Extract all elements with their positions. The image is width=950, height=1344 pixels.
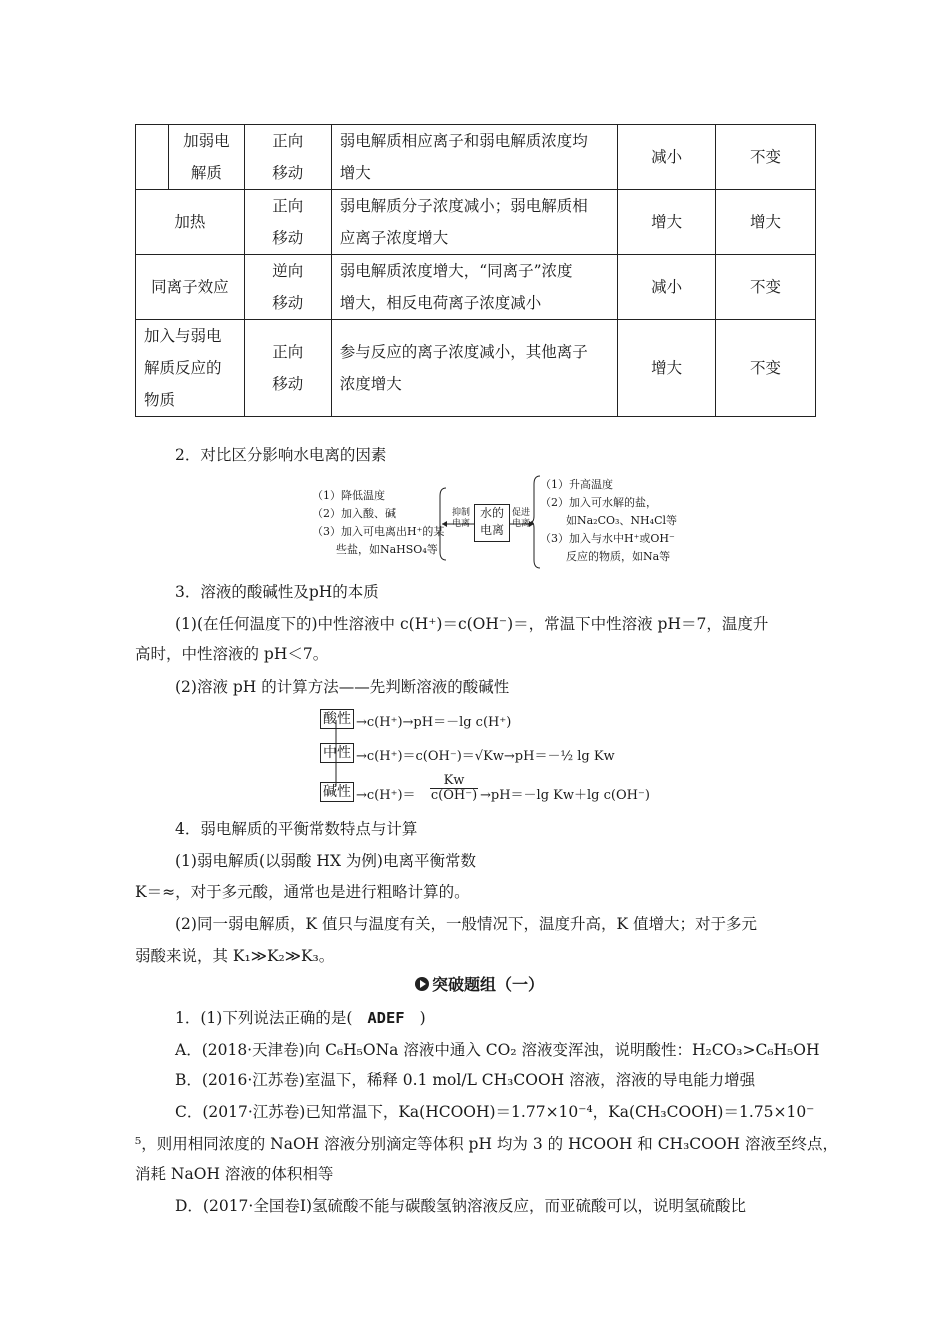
- base-label: 碱性: [320, 782, 354, 802]
- table-cell: 弱电解质分子浓度减小；弱电解质相 应离子浓度增大: [331, 190, 618, 255]
- diagram-text: （3）加入可电离出H⁺的某: [312, 525, 445, 538]
- table-cell: 增大: [618, 320, 716, 417]
- option-c-cont: 消耗 NaOH 溶液的体积相等: [135, 1165, 334, 1183]
- table-cell: 参与反应的离子浓度减小，其他离子 浓度增大: [331, 320, 618, 417]
- diagram-text: （3）加入与水中H⁺或OH⁻: [540, 532, 675, 545]
- table-cell: [136, 125, 169, 190]
- paragraph: K＝≈，对于多元酸，通常也是进行粗略计算的。: [135, 883, 470, 901]
- neutral-label: 中性: [320, 743, 354, 763]
- diagram-text: 些盐，如NaHSO₄等: [336, 543, 438, 556]
- table-cell: 增大: [716, 190, 816, 255]
- diagram-text: （1）升高温度: [540, 478, 613, 491]
- diagram-text: （2）加入可水解的盐，: [540, 496, 657, 509]
- table-row: [136, 320, 816, 417]
- play-circle-icon: [415, 977, 429, 991]
- diagram-text: （2）加入酸、碱: [312, 507, 396, 520]
- paragraph: (2)溶液 pH 的计算方法——先判断溶液的酸碱性: [175, 678, 510, 696]
- electrolyte-factor-table: [135, 124, 816, 417]
- option-a: A．(2018·天津卷)向 C₆H₅ONa 溶液中通入 CO₂ 溶液变浑浊，说明酸性：H₂CO₃>C₆H₅OH: [175, 1041, 820, 1059]
- diagram-text: （1）降低温度: [312, 489, 385, 502]
- promote-label: 促进 电离: [512, 508, 531, 529]
- base-formula-b: →pH＝－lg Kw＋lg c(OH⁻): [480, 788, 650, 803]
- question-1: 1．(1)下列说法正确的是( ADEF ): [175, 1009, 426, 1027]
- table-cell: 增大: [618, 190, 716, 255]
- section-2-title: 2．对比区分影响水电离的因素: [175, 446, 387, 464]
- acid-formula: →c(H⁺)→pH＝－lg c(H⁺): [356, 715, 512, 730]
- table-cell: 加弱电 解质: [168, 125, 244, 190]
- table-cell: 正向 移动: [244, 190, 331, 255]
- base-formula: →c(H⁺)＝: [356, 788, 416, 803]
- group-heading: 突破题组（一）: [415, 972, 544, 995]
- paragraph: (1)弱电解质(以弱酸 HX 为例)电离平衡常数: [175, 852, 476, 870]
- diagram-text: 反应的物质，如Na等: [566, 550, 671, 563]
- inhibit-label: 抑制 电离: [452, 508, 471, 529]
- base-fraction: Kw c(OH⁻): [430, 773, 478, 803]
- table-row: [136, 255, 816, 320]
- paragraph: (2)同一弱电解质，K 值只与温度有关，一般情况下，温度升高，K 值增大；对于多元: [175, 915, 757, 933]
- section-4-title: 4．弱电解质的平衡常数特点与计算: [175, 820, 418, 838]
- table-row: [136, 125, 816, 190]
- option-d: D．(2017·全国卷Ⅰ)氢硫酸不能与碳酸氢钠溶液反应，而亚硫酸可以，说明氢硫酸比: [175, 1197, 747, 1215]
- table-cell: 同离子效应: [136, 255, 245, 320]
- section-3-title: 3．溶液的酸碱性及pH的本质: [175, 583, 379, 601]
- table-cell: 弱电解质浓度增大，“同离子”浓度 增大，相反电荷离子浓度减小: [331, 255, 618, 320]
- paragraph: 高时，中性溶液的 pH＜7。: [135, 645, 329, 663]
- table-cell: 加热: [136, 190, 245, 255]
- table-row: [136, 190, 816, 255]
- option-c-cont: ⁵，则用相同浓度的 NaOH 溶液分别滴定等体积 pH 均为 3 的 HCOOH 和 CH₃COOH 溶液至终点，: [135, 1135, 839, 1153]
- table-cell: 逆向 移动: [244, 255, 331, 320]
- diagram-text: 如Na₂CO₃、NH₄Cl等: [566, 514, 677, 527]
- table-cell: 不变: [716, 125, 816, 190]
- table-cell: 减小: [618, 255, 716, 320]
- table-cell: 不变: [716, 255, 816, 320]
- option-c: C．(2017·江苏卷)已知常温下，Ka(HCOOH)＝1.77×10⁻⁴，Ka(CH₃COOH)＝1.75×10⁻: [175, 1103, 815, 1121]
- table-cell: 加入与弱电 解质反应的 物质: [136, 320, 245, 417]
- table-cell: 正向 移动: [244, 320, 331, 417]
- acid-label: 酸性: [320, 709, 354, 729]
- answer: ADEF: [367, 1009, 405, 1027]
- neutral-formula: →c(H⁺)＝c(OH⁻)＝√Kw→pH＝－½ lg Kw: [356, 749, 615, 764]
- table-cell: 弱电解质相应离子和弱电解质浓度均 增大: [331, 125, 618, 190]
- table-cell: 减小: [618, 125, 716, 190]
- paragraph: (1)(在任何温度下的)中性溶液中 c(H⁺)＝c(OH⁻)＝，常温下中性溶液 pH＝7，温度升: [175, 615, 769, 633]
- table-cell: 不变: [716, 320, 816, 417]
- table-cell: 正向 移动: [244, 125, 331, 190]
- option-b: B．(2016·江苏卷)室温下，稀释 0.1 mol/L CH₃COOH 溶液，溶液的导电能力增强: [175, 1071, 756, 1089]
- paragraph: 弱酸来说，其 K₁≫K₂≫K₃。: [135, 947, 335, 965]
- water-ionization-box: 水的 电离: [474, 504, 510, 542]
